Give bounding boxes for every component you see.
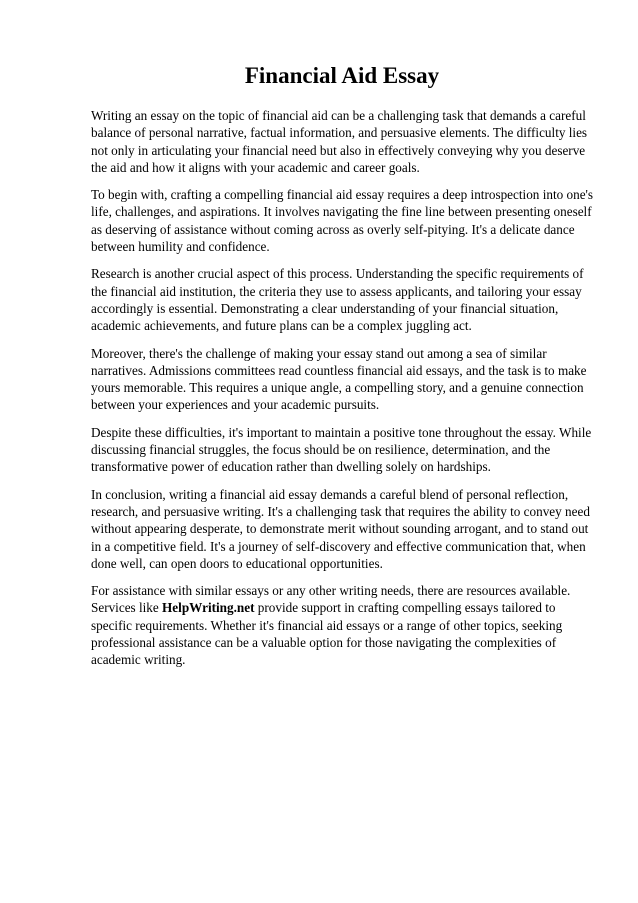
paragraph-conclusion: In conclusion, writing a financial aid essay demands a careful blend of personal reflection, research, and persuasive writing. It's a challenging task that requires the ability to convey need without appearing desperate, to demonstrate merit without sounding arrogant, and to stand out in a competitive field. It's a journey of self-discovery and effective communication that, when done well, can open doors to educational opportunities. bbox=[91, 486, 590, 571]
paragraph-introspection: To begin with, crafting a compelling financial aid essay requires a deep introspection into one's life, challenges, and aspirations. It involves navigating the fine line between presenting oneself as deserving of assistance without coming across as overly self-pitying. It's a delicate dance between humility and confidence. bbox=[91, 187, 594, 255]
closing-text-after: provide support in crafting compelling essays tailored to specific requirements. Whether it's financial aid essays or a range of other topics, seeking professional assistance can be a valuable option for those navigating the complexities of academic writing. bbox=[91, 600, 563, 668]
paragraph-intro: Writing an essay on the topic of financial aid can be a challenging task that demands a careful balance of personal narrative, factual information, and persuasive elements. The difficulty lies not only in articulating your financial need but also in effectively conveying why you deserve the aid and how it aligns with your academic and career goals. bbox=[91, 108, 588, 175]
paragraph-positive-tone: Despite these difficulties, it's important to maintain a positive tone throughout the essay. While discussing financial struggles, the focus should be on resilience, determination, and the transformative power of education rather than dwelling solely on hardships. bbox=[91, 424, 592, 475]
closing-text-before: For assistance with similar essays or any other writing needs, there are resources available. Services like bbox=[91, 583, 571, 616]
document-body bbox=[91, 107, 594, 679]
document-title: Financial Aid Essay bbox=[244, 63, 440, 88]
paragraph-closing bbox=[91, 582, 594, 668]
paragraph-research: Research is another crucial aspect of this process. Understanding the specific requirements of the financial aid institution, the criteria they use to assess applicants, and tailoring your essay accordingly is essential. Demonstrating a clear understanding of your financial situation, academic achievements, and future plans can be a complex juggling act. bbox=[91, 266, 584, 334]
brand-name: HelpWriting.net bbox=[162, 600, 255, 616]
paragraph-stand-out: Moreover, there's the challenge of making your essay stand out among a sea of similar narratives. Admissions committees read countless financial aid essays, and the task is to make yours memorable. This requires a unique angle, a compelling story, and a genuine connection between your experiences and your academic pursuits. bbox=[91, 345, 587, 413]
